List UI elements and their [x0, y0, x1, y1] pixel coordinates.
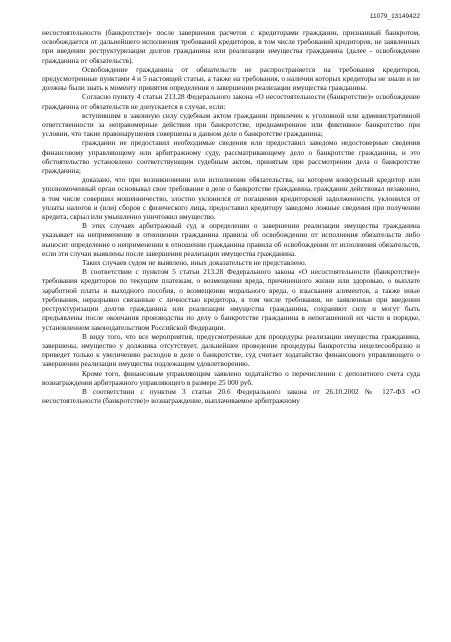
document-id: 11079_13149422: [369, 13, 420, 20]
paragraph: вступившим в законную силу судебным актом гражданин привлечен к уголовной или административной ответственности за неправомерные действия при банкротстве, преднамеренное или фиктивное банкротство при условии, что такие правонарушения совершены в данном деле о банкротстве гражданина;: [42, 110, 420, 139]
paragraph: Кроме того, финансовым управляющим заявлено ходатайство о перечислении с депозитного счета суда вознаграждения арбитражного управляющего в размере 25 000 руб.: [42, 368, 420, 387]
paragraph: Таких случаев судом не выявлено, иных доказательств не представлено.: [82, 258, 307, 268]
paragraph: В соответствии с пунктом 5 статьи 213.28 Федерального закона «О несостоятельности (банкротстве)» требования кредиторов по текущим платежам, о возмещении вреда, причиненного жизни или здоровью, о выплате заработной платы и выходного пособия, о возмещении морального вреда, о взыскании алиментов, а также иные требования, неразрывно связанные с личностью кредитора, в том числе требования, не заявленные при введении реструктуризации долгов гражданина или реализации имущества гражданина, сохраняют силу и могут быть предъявлены после окончания производства по делу о банкротстве гражданина в непогашенной их части в порядке, установленном законодательством Российской Федерации.: [42, 267, 420, 332]
paragraph: Согласно пункту 4 статьи 213.28 Федерального закона «О несостоятельности (банкротстве)» освобождение гражданина от обязательств не допускается в случае, если:: [42, 92, 420, 111]
document-body: [42, 28, 420, 405]
paragraph: Освобождение гражданина от обязательств не распространяется на требования кредиторов, предусмотренные пунктами 4 и 5 настоящей статьи, а также на требования, о наличии которых кредиторы не знали и не должны были знать к моменту принятия определения о завершении реализации имущества гражданина.: [42, 64, 420, 93]
paragraph: В соответствии с пунктом 3 статьи 20.6 Федерального закона от 26.10.2002 № 127-ФЗ «О несостоятельности (банкротстве)» вознаграждение, выплачиваемое арбитражному: [42, 386, 420, 406]
paragraph: В этих случаях арбитражный суд в определении о завершении реализации имущества гражданина указывает на неприменение в отношении гражданина правила об освобождении от исполнения обязательств либо выносит определение о неприменении в отношении гражданина правила об освобождении от исполнения обязательств, если эти случаи выявлены после завершения реализации имущества гражданина.: [42, 221, 420, 258]
paragraph: доказано, что при возникновении или исполнении обязательства, на котором конкурсный кредитор или уполномоченный орган основывал свое требование в деле о банкротстве гражданина, гражданин действовал незаконно, в том числе совершил мошенничество, злостно уклонился от погашения кредиторской задолженности, уклонился от уплаты налогов и (или) сборов с физического лица, предоставил кредитору заведомо ложные сведения при получении кредита, скрыл или умышленно уничтожил имущество.: [42, 175, 420, 222]
paragraph: В виду того, что все мероприятия, предусмотренные для процедуры реализации имущества гражданина, завершены, имущество у должника отсутствует, дальнейшее проведение процедуры банкротства нецелесообразно и приведет только к увеличению расходов в деле о банкротстве, суд считает ходатайство финансового управляющего о завершении реализации имущества подлежащим удовлетворению.: [42, 331, 420, 369]
paragraph: несостоятельности (банкротстве)» после завершения расчетов с кредиторами гражданин, признанный банкротом, освобождается от дальнейшего исполнения требований кредиторов, в том числе требований кредиторов, не заявленных при введении реструктуризации долгов гражданина или реализации имущества гражданина (далее - освобождение гражданина от обязательств).: [42, 28, 420, 65]
paragraph: гражданин не предоставил необходимые сведения или предоставил заведомо недостоверные сведения финансовому управляющему или арбитражному суду, рассматривающему дело о банкротстве гражданина, и это обстоятельство установлено соответствующим судебным актом, принятым при рассмотрении дела о банкротстве гражданина;: [42, 138, 420, 176]
